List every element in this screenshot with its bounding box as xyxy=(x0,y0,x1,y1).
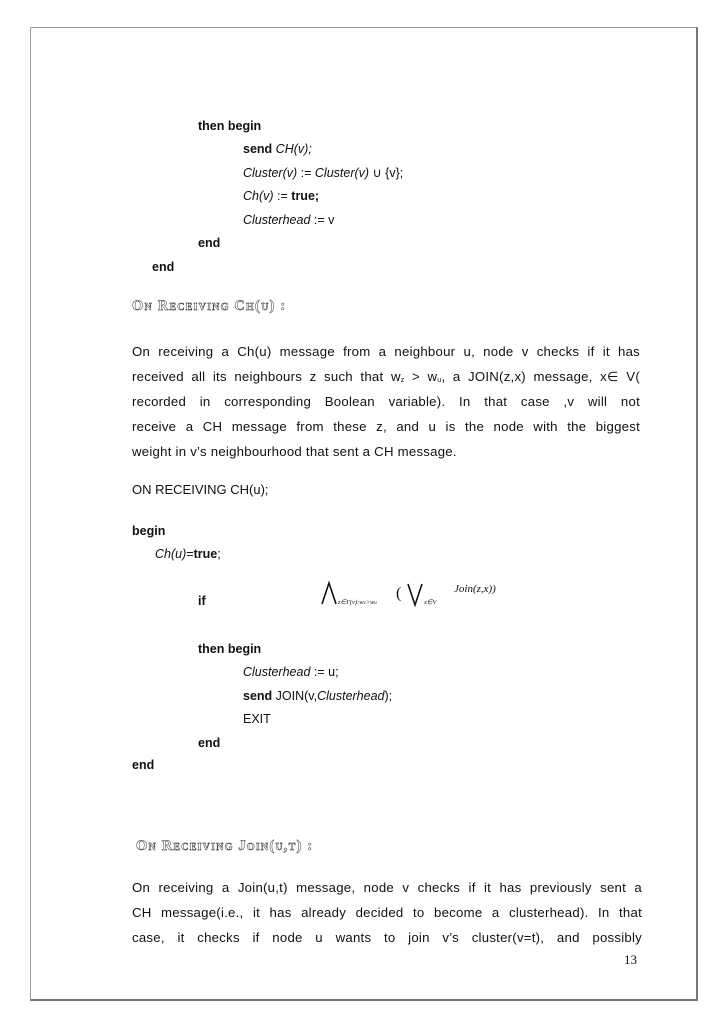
send-ch-line xyxy=(243,141,312,157)
send-arg: JOIN(v, xyxy=(272,689,318,703)
end-outer-1: end xyxy=(152,260,175,274)
cluster-lhs: Cluster(v) xyxy=(243,166,298,180)
paragraph-line: weight in v’s neighbourhood that sent a CH message. xyxy=(132,444,457,459)
text-run: > w xyxy=(404,369,438,384)
clusterhead-assign-op: := u; xyxy=(310,665,339,679)
paragraph-line: On receiving a Ch(u) message from a neighbour u, node v checks if it has xyxy=(132,344,640,359)
on-receiving-ch-label: ON RECEIVING CH(u); xyxy=(132,482,269,497)
paragraph-line: recorded in corresponding Boolean variable). In that case ,v will not xyxy=(132,394,640,409)
chu-assign-line xyxy=(155,546,221,562)
chv-value: true; xyxy=(291,189,320,203)
then-begin-2: then begin xyxy=(198,642,262,656)
send-join-line xyxy=(243,688,392,704)
begin-keyword: begin xyxy=(132,524,166,538)
cluster-assign-line xyxy=(243,165,403,181)
text-run: , a JOIN(z,x) message, x∈ V( xyxy=(441,369,640,384)
chu-assign-op: = xyxy=(186,547,194,561)
then-begin-1: then begin xyxy=(198,119,262,133)
send-keyword: send xyxy=(243,142,273,156)
sub-text: z xyxy=(363,601,366,606)
clusterhead-var: Clusterhead xyxy=(243,665,311,679)
chu-var: Ch(u) xyxy=(155,547,187,561)
end-outer-2: end xyxy=(132,758,155,772)
send-arg-clusterhead: Clusterhead xyxy=(317,689,385,703)
chv-assign-line xyxy=(243,188,319,204)
paragraph-line: On receiving a Join(u,t) message, node v checks if it has previously sent a xyxy=(132,880,642,895)
formula-join-term: Join(z,x)) xyxy=(454,583,496,595)
chv-var: Ch(v) xyxy=(243,189,274,203)
paragraph-line: receive a CH message from these z, and u is the node with the biggest xyxy=(132,419,640,434)
join-condition-formula xyxy=(320,580,520,608)
subscript: u xyxy=(437,377,442,384)
if-keyword: if xyxy=(198,594,206,608)
paragraph-line: case, it checks if node u wants to join v’s cluster(v=t), and possibly xyxy=(132,930,642,945)
text-run: received all its neighbours z such that w xyxy=(132,369,401,384)
sub-text: z∈Γ(v):w xyxy=(338,599,364,606)
send-arg-close: ); xyxy=(384,689,393,703)
end-inner-2: end xyxy=(198,736,221,750)
clusterhead-assign-line xyxy=(243,212,334,228)
paragraph-receiving-ch xyxy=(132,339,640,464)
section-heading-receiving-join: On Receiving Join(u,t) : xyxy=(136,838,314,854)
clusterhead-assign-u-line xyxy=(243,664,339,680)
paragraph-receiving-join xyxy=(132,875,642,950)
sub-text: >w xyxy=(365,599,375,606)
formula-subscript-2: x∈V xyxy=(424,599,437,606)
exit-keyword: EXIT xyxy=(243,712,271,726)
section-heading-receiving-ch: On Receiving Ch(u) : xyxy=(132,298,287,314)
chv-assign-op: := xyxy=(273,189,292,203)
page-number: 13 xyxy=(624,952,637,967)
send-keyword: send xyxy=(243,689,273,703)
clusterhead-assign-op: := v xyxy=(310,213,335,227)
open-paren: ( xyxy=(396,585,402,602)
clusterhead-var: Clusterhead xyxy=(243,213,311,227)
sub-text: u xyxy=(374,601,377,606)
cluster-assign-op: := xyxy=(297,166,315,180)
formula-subscript-1 xyxy=(338,598,377,606)
paragraph-line xyxy=(132,364,640,389)
paragraph-line: CH message(i.e., it has already decided to become a clusterhead). In that xyxy=(132,905,642,920)
subscript: z xyxy=(400,377,405,384)
send-arg: CH(v); xyxy=(275,142,312,156)
chu-value: true xyxy=(193,547,218,561)
chu-semicolon: ; xyxy=(217,547,221,561)
cluster-rhs: Cluster(v) xyxy=(314,166,370,180)
end-inner-1: end xyxy=(198,236,221,250)
cluster-union: ∪ {v}; xyxy=(369,166,404,180)
